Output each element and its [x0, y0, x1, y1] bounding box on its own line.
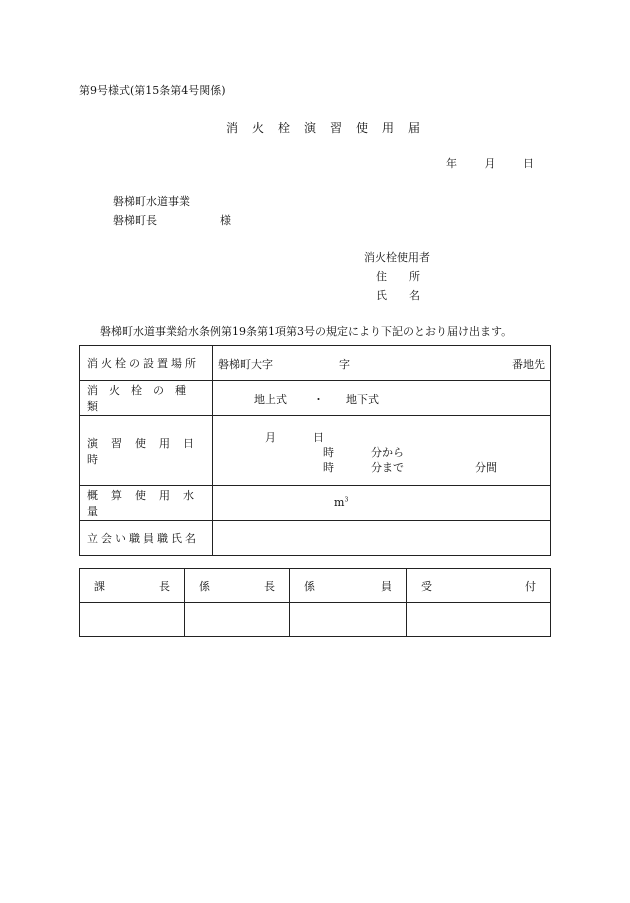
type-label: 消火栓の種類: [80, 381, 213, 416]
row-type: [80, 381, 551, 416]
dt-minutes: 分間: [475, 461, 497, 474]
dt-month: 月: [265, 431, 276, 444]
location-label: 消火栓の設置場所: [80, 346, 213, 381]
location-field[interactable]: [213, 346, 551, 381]
dt-hour-end: 時: [323, 461, 334, 474]
row-water: [80, 486, 551, 521]
dt-from: 分から: [371, 446, 404, 459]
location-prefix: 磐梯町大字: [218, 358, 273, 371]
approval-header-cell: 係 長: [185, 569, 290, 603]
type-option-above: 地上式: [254, 393, 287, 406]
approval-header-cell: 課 長: [80, 569, 185, 603]
main-table: [79, 345, 551, 556]
approval-stamp-cell[interactable]: [290, 603, 407, 637]
applicant-address-label: 住 所: [376, 270, 420, 283]
location-aza: 字: [339, 358, 350, 371]
day-label: 日: [523, 157, 534, 170]
row-location: [80, 346, 551, 381]
applicant-name-label: 氏 名: [376, 289, 420, 302]
approval-stamp-cell[interactable]: [80, 603, 185, 637]
approval-header-cell: 受 付: [407, 569, 551, 603]
staff-field[interactable]: [213, 521, 551, 556]
month-label: 月: [484, 157, 496, 170]
approval-stamp-cell[interactable]: [185, 603, 290, 637]
addressee-org: 磐梯町水道事業: [113, 195, 190, 208]
addressee-name: 磐梯町長: [113, 214, 157, 227]
water-field[interactable]: [213, 486, 551, 521]
form-number: 第9号様式(第15条第4号関係): [79, 84, 226, 97]
datetime-label: 演習使用日時: [80, 416, 213, 486]
dt-day: 日: [313, 431, 324, 444]
approval-header-cell: 係 員: [290, 569, 407, 603]
approval-stamp-row: [80, 603, 551, 637]
location-suffix: 番地先: [512, 358, 545, 371]
approval-header-row: [80, 569, 551, 603]
approval-table: [79, 568, 551, 637]
staff-label: 立会い職員職氏名: [80, 521, 213, 556]
water-unit: $m^3$: [334, 496, 349, 509]
datetime-field[interactable]: [213, 416, 551, 486]
type-option-below: 地下式: [346, 393, 379, 406]
dt-to: 分まで: [371, 461, 404, 474]
row-datetime: [80, 416, 551, 486]
statement: 磐梯町水道事業給水条例第19条第1項第3号の規定により下記のとおり届け出ます。: [100, 325, 513, 338]
approval-stamp-cell[interactable]: [407, 603, 551, 637]
dt-hour-start: 時: [323, 446, 334, 459]
type-field[interactable]: [213, 381, 551, 416]
year-label: 年: [446, 157, 457, 170]
applicant-heading: 消火栓使用者: [364, 251, 430, 264]
addressee-honorific: 様: [220, 214, 231, 227]
type-separator: ・: [313, 393, 324, 406]
water-label: 概算使用水量: [80, 486, 213, 521]
date-line: [446, 155, 534, 171]
row-staff: [80, 521, 551, 556]
page-title: 消火栓演習使用届: [226, 121, 435, 135]
